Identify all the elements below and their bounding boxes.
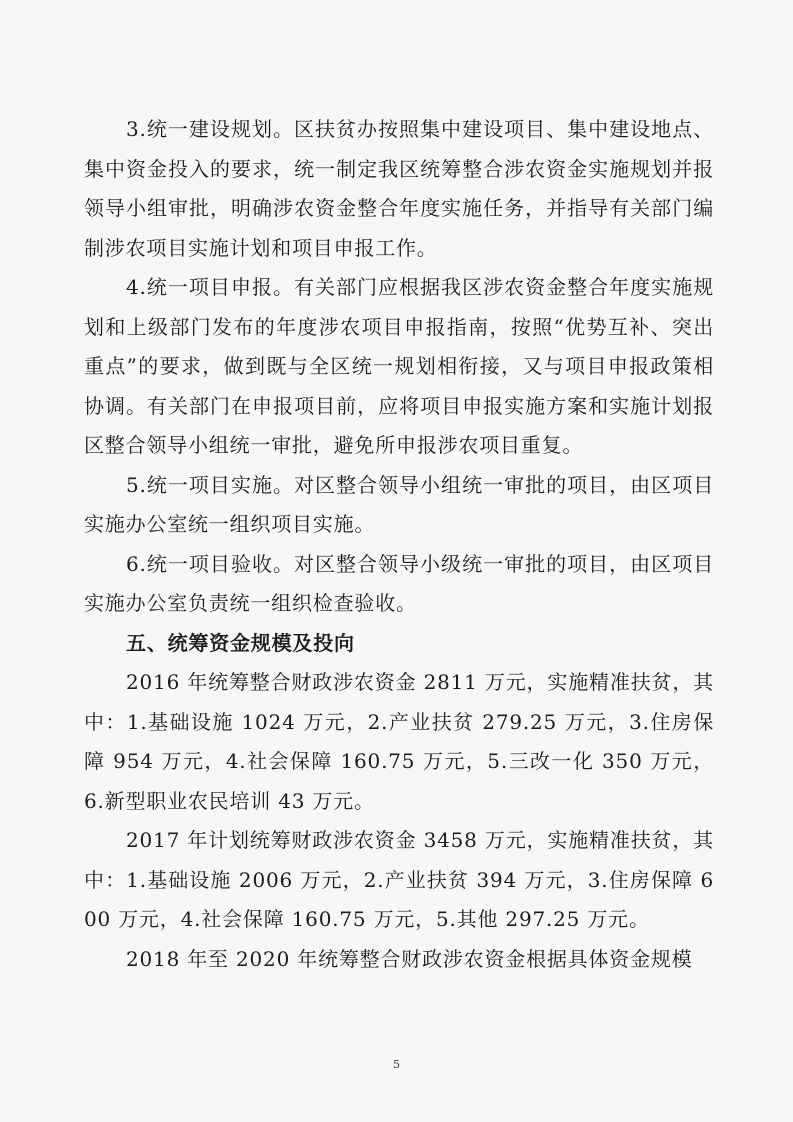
paragraph-2016-funds: 2016 年统筹整合财政涉农资金 2811 万元，实施精准扶贫，其中：1.基础设施 1024 万元，2.产业扶贫 279.25 万元，3.住房保障 954 万元，4.社会保障 160.75 万元，5.三改一化 350 万元，6.新型职业农民培训 43 万元。 xyxy=(84,670,714,813)
paragraph-unified-implementation: 5.统一项目实施。对区整合领导小组统一审批的项目，由区项目实施办公室统一组织项目实施。 xyxy=(84,472,714,536)
document-body xyxy=(84,110,714,979)
page-number: 5 xyxy=(393,1058,400,1071)
section-heading: 五、统筹资金规模及投向 xyxy=(126,630,355,655)
paragraph-unified-application: 4.统一项目申报。有关部门应根据我区涉农资金整合年度实施规划和上级部门发布的年度涉农项目申报指南，按照“优势互补、突出重点”的要求，做到既与全区统一规划相衔接，又与项目申报政策相协调。有关部门在申报项目前，应将项目申报实施方案和实施计划报区整合领导小组统一审批，避免所申报涉农项目重复。 xyxy=(84,275,714,457)
paragraph-2017-funds: 2017 年计划统筹财政涉农资金 3458 万元，实施精准扶贫，其中：1.基础设施 2006 万元，2.产业扶贫 394 万元，3.住房保障 600 万元，4.社会保障 160.75 万元，5.其他 297.25 万元。 xyxy=(84,828,714,931)
paragraph-unified-planning: 3.统一建设规划。区扶贫办按照集中建设项目、集中建设地点、集中资金投入的要求，统一制定我区统筹整合涉农资金实施规划并报领导小组审批，明确涉农资金整合年度实施任务，并指导有关部门编制涉农项目实施计划和项目申报工作。 xyxy=(84,117,714,260)
paragraph-unified-acceptance: 6.统一项目验收。对区整合领导小级统一审批的项目，由区项目实施办公室负责统一组织检查验收。 xyxy=(84,551,714,615)
paragraph-2018-2020-funds: 2018 年至 2020 年统筹整合财政涉农资金根据具体资金规模 xyxy=(126,946,693,971)
